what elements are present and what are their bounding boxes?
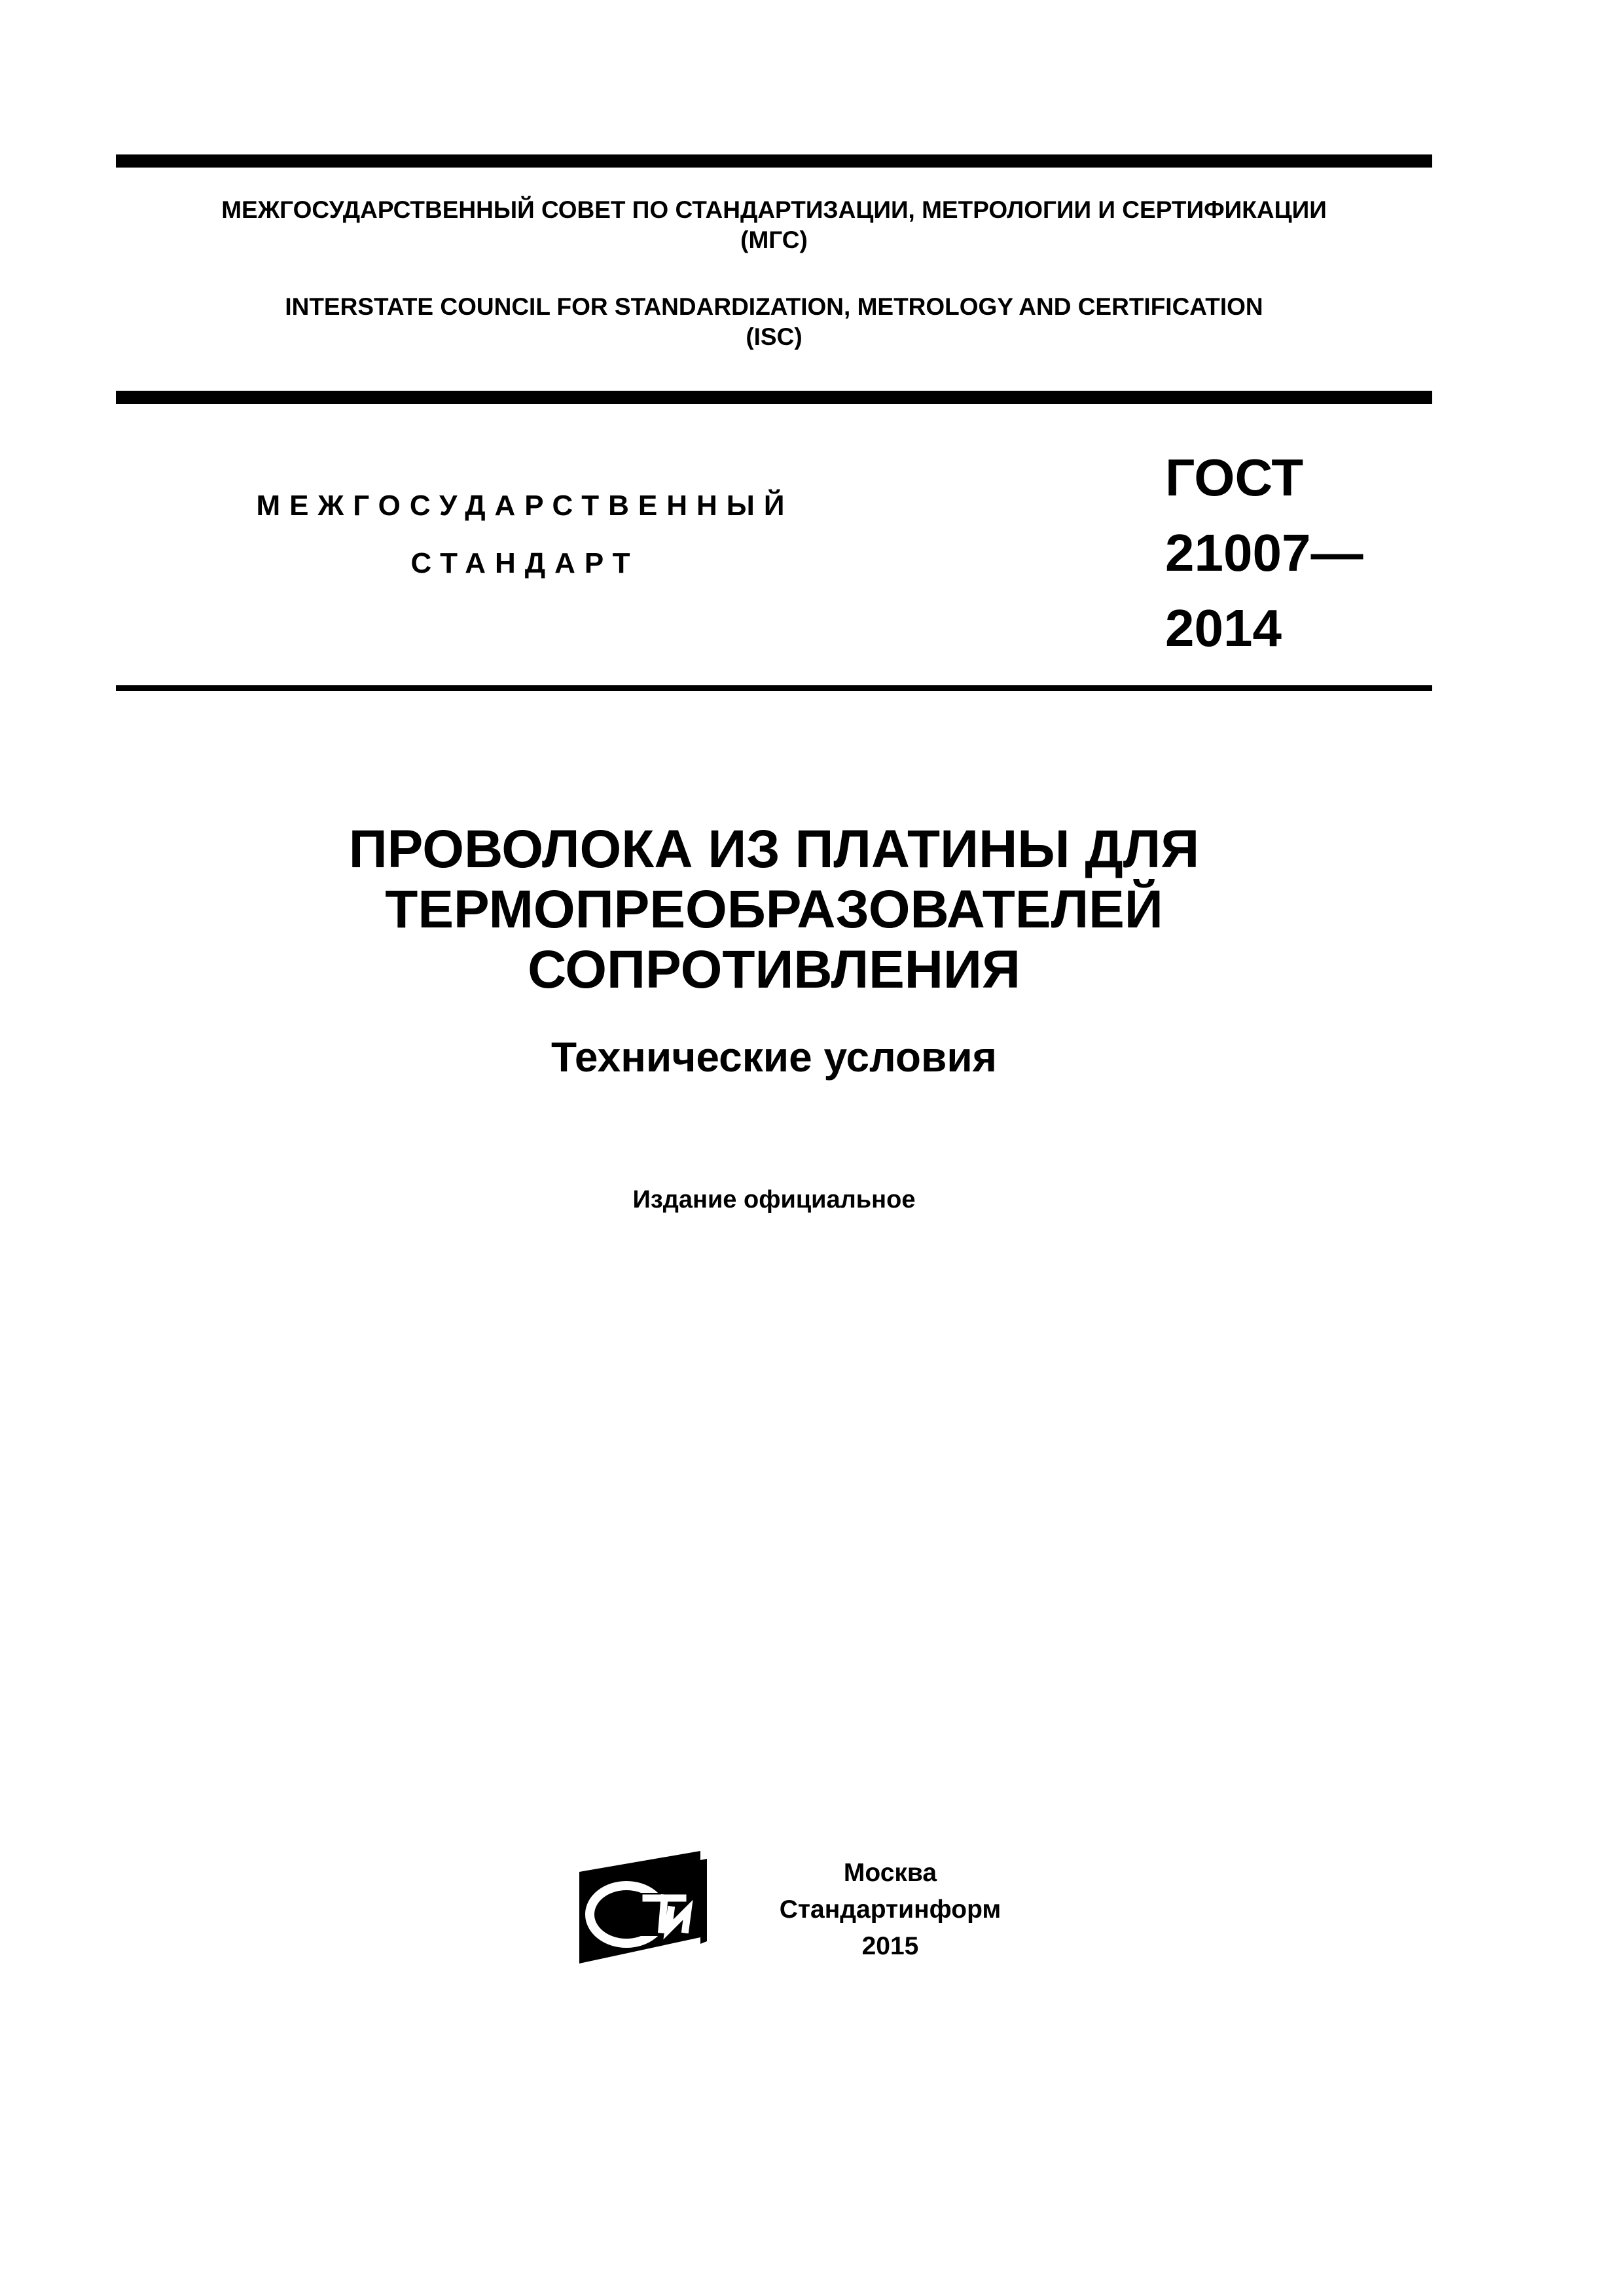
standartinform-logo-icon [573,1846,710,1970]
document-title-line2: ТЕРМОПРЕОБРАЗОВАТЕЛЕЙ [385,880,1163,939]
top-rule [116,154,1432,168]
document-subtitle: Технические условия [550,1033,998,1081]
publication-year: 2015 [861,1932,919,1960]
publisher-name: Стандартинформ [779,1895,1001,1924]
gost-number: 21007— [1165,524,1363,582]
council-name-en [116,292,1432,352]
middle-rule [116,391,1432,404]
publication-city: Москва [843,1859,937,1887]
council-name-ru [116,195,1432,255]
document-title-line1: ПРОВОЛОКА ИЗ ПЛАТИНЫ ДЛЯ [348,819,1200,879]
edition-label: Издание официальное [632,1186,916,1213]
bottom-rule [116,685,1432,691]
document-title-line3: СОПРОТИВЛЕНИЯ [528,940,1020,999]
interstate-label: МЕЖГОСУДАРСТВЕННЫЙ [256,490,794,522]
gost-prefix: ГОСТ [1165,448,1304,507]
council-name-en-line1: INTERSTATE COUNCIL FOR STANDARDIZATION, METROLOGY AND CERTIFICATION [285,293,1263,320]
standard-label: СТАНДАРТ [410,547,640,579]
gost-year: 2014 [1165,599,1282,657]
council-name-en-line2: (ISC) [746,323,803,350]
council-name-ru-line2: (МГС) [740,226,808,253]
council-name-ru-line1: МЕЖГОСУДАРСТВЕННЫЙ СОВЕТ ПО СТАНДАРТИЗАЦИИ, МЕТРОЛОГИИ И СЕРТИФИКАЦИИ [221,196,1327,223]
